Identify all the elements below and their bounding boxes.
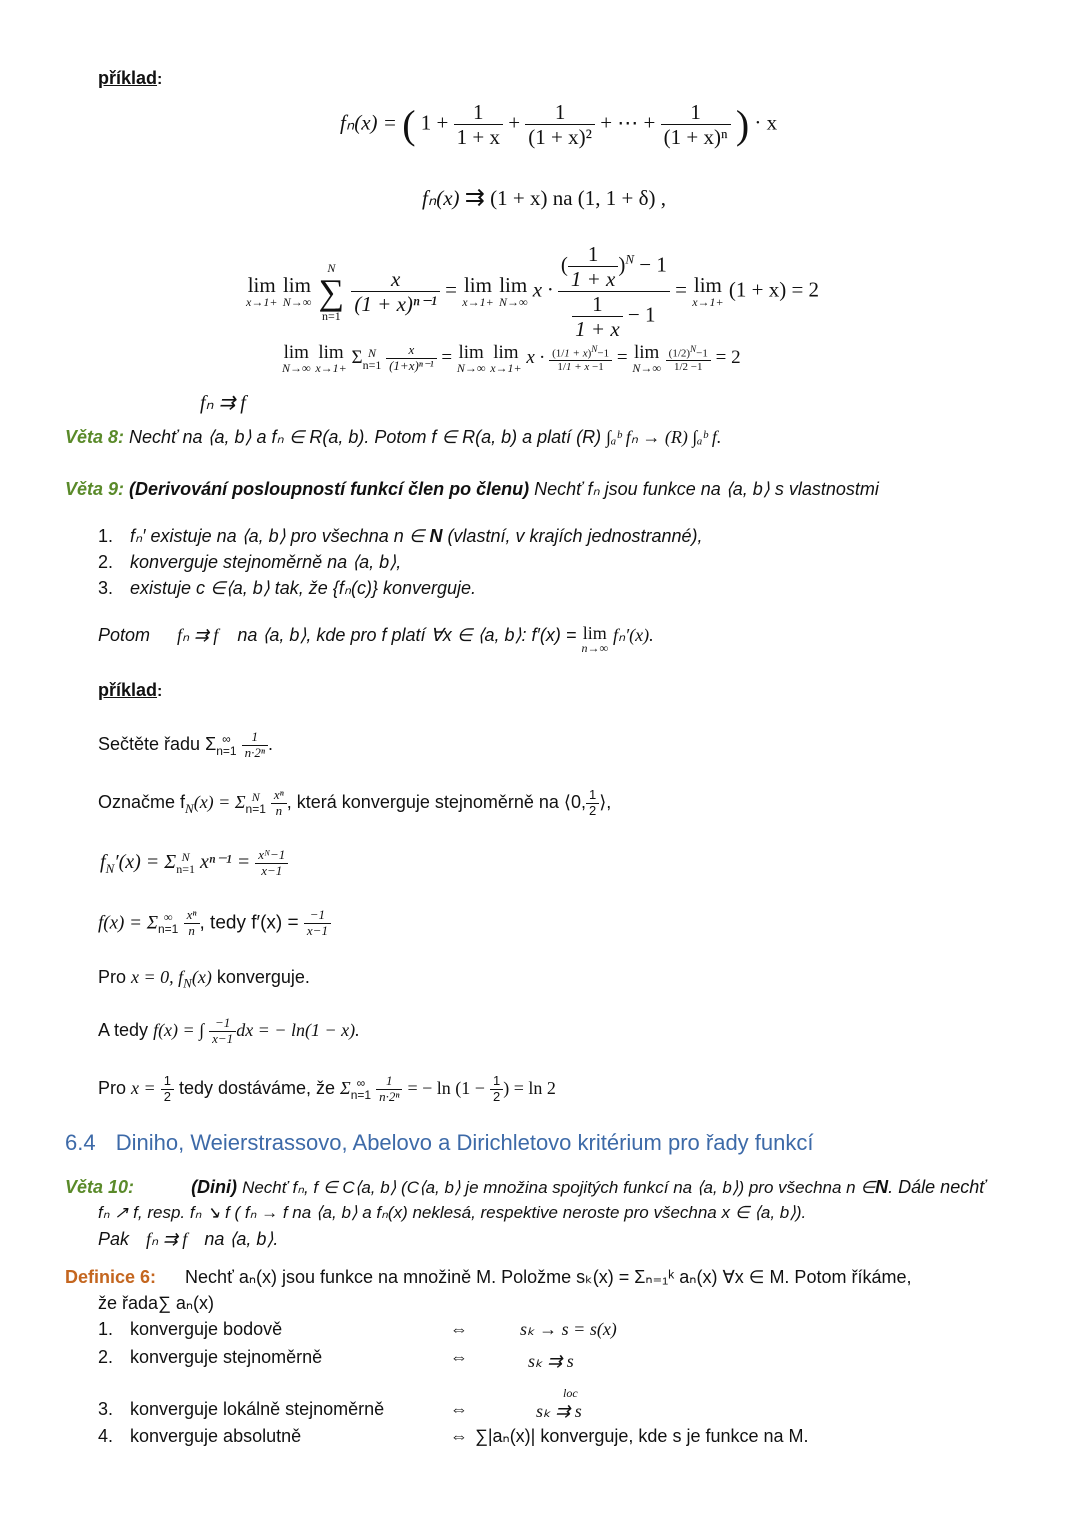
definition-6-item-2-iff: ⇔ (450, 1347, 468, 1367)
example-label-2: příklad (98, 680, 158, 700)
eq4-eq1: = (441, 346, 453, 368)
eq3-rhs: (1 + x) = 2 (728, 277, 820, 302)
eq3-lim2: lim N→∞ (282, 273, 312, 310)
theorem-9-text: Nechť fₙ jsou funkce na ⟨a, b⟩ s vlastnostmi (534, 479, 879, 499)
eq1-dots: + ⋯ + (600, 110, 656, 135)
eq3-lim4: lim N→∞ (498, 273, 528, 310)
integral-result: A tedy f(x) = ∫ $\frac{-1}{x-1}$ dx = − ln(1 − x). (98, 1015, 360, 1046)
theorem-10-line-2: fₙ ↗ f, resp. fₙ ↘ f ( fₙ → f na ⟨a, b⟩ a fₙ(x) neklesá, respektive neroste pro všechna x ∈ ⟨a, b⟩). (98, 1203, 807, 1222)
fn-uniform-f: fₙ ⇉ f (200, 392, 246, 414)
fN-derivative: $f_N'(x) = \Sigma$ N n=1 xⁿ⁻¹ = $\frac{\text{xᴺ−1}}{x-1}$ (100, 848, 288, 880)
eq3-eq1: = (445, 277, 457, 302)
example-colon: : (157, 71, 163, 88)
exercise-sum-series: Sečtěte řadu Σ ∞ n=1 $\frac{1}{\text{n·2ⁿ}}$ . (98, 729, 273, 760)
eq1-lhs: fₙ(x) = (340, 110, 397, 135)
eq1-frac1: $\frac{1}{1 + x}$ (454, 100, 503, 149)
eq3-sum: N ∑ n=1 (318, 260, 345, 323)
eq4-lim2: lim x→1+ (315, 342, 347, 375)
theorem-10-line-3: Pak fₙ ⇉ f na ⟨a, b⟩. (98, 1229, 279, 1249)
eq4-bigfrac1: $\frac{(1/1 + x)^N-1}{1/1 + x -1}$ (549, 344, 612, 374)
eq3-lim3: lim x→1+ (462, 273, 494, 310)
theorem-8 (65, 426, 721, 448)
equation-uniform-convergence (422, 183, 666, 212)
eq4-bigfrac2: $\frac{(1/2)^N-1}{1/2 -1}$ (666, 344, 711, 374)
theorem-9-item-2: 2. konverguje stejnoměrně na ⟨a, b⟩, (98, 552, 402, 572)
section-heading (65, 1130, 814, 1156)
eq1-plus: + (508, 110, 521, 135)
eq3-eq2: = (675, 277, 687, 302)
eq1-tail: · x (754, 110, 778, 135)
eq4-eq2: = (616, 346, 628, 368)
theorem-10-line-1: Věta 10: (Dini) Nechť fₙ, f ∈ C⟨a, b⟩ (C⟨a, b⟩ je množina spojitých funkcí na ⟨a, b⟩) pro všechna n ∈N. Dále nechť (65, 1177, 986, 1197)
example-heading (98, 68, 162, 89)
eq4-lim4: lim x→1+ (490, 342, 522, 375)
eq2-lhs: fₙ(x) (422, 186, 460, 210)
section-title: Diniho, Weierstrassovo, Abelovo a Dirichletovo kritérium pro řady funkcí (115, 1130, 814, 1155)
denote-fN: Označme $f_N(x) = \Sigma$ N n=1 $\frac{\text{xⁿ}}{n}$ , která konverguje stejnoměrně na ⟨0, $\frac{1}{2}$ ⟩, (98, 787, 612, 818)
section-number: 6.4 (65, 1130, 96, 1155)
definition-6-item-1-iff: ⇔ (450, 1319, 468, 1339)
definition-6-item-3-rhs: sₖ ⇉ s (536, 1401, 582, 1421)
eq3-lim1: lim x→1+ (246, 273, 278, 310)
for-x-half-result: Pro x = $\frac{1}{2}$ tedy dostáváme, že Σ ∞ n=1 $\frac{1}{\text{n·2ⁿ}}$ = − ln (1 − $\frac{1}{2}$ ) = ln 2 (98, 1073, 556, 1104)
definition-6-item-2-rhs: sₖ ⇉ s (528, 1351, 574, 1371)
eq1-frac3: $\frac{1}{\text{(1 + x)ⁿ}}$ (661, 100, 731, 149)
definition-6-item-2: 2. konverguje stejnoměrně (98, 1347, 323, 1367)
equation-fn-definition: fₙ(x) = ( 1 + $\frac{1}{1 + x}$ + $\frac{1}{\text{(1 + x)²}}$ + ⋯ + $\frac{1}{\text{(1 + x)ⁿ}}$ ) · x (340, 100, 778, 150)
theorem-9 (65, 478, 879, 500)
eq3-lim5: lim x→1+ (692, 273, 724, 310)
eq3-xdot: x · (532, 277, 553, 302)
definition-6-item-4-rhs: ∑|aₙ(x)| konverguje, kde s je funkce na M. (475, 1426, 809, 1446)
theorem-9-conclusion: Potom fₙ ⇉ f na ⟨a, b⟩, kde pro f platí ∀x ∈ ⟨a, b⟩: f′(x) = lim n→∞ fₙ′(x). (98, 623, 654, 655)
theorem-9-label: Věta 9: (65, 479, 125, 499)
eq4-lim5: lim N→∞ (632, 342, 661, 375)
theorem-10-label: Věta 10: (65, 1177, 135, 1197)
eq3-frac: $\frac{x}{\text{(1 + x)ⁿ⁻¹}}$ (351, 267, 439, 316)
eq4-frac: $\frac{x}{\text{(1+x)ⁿ⁻¹}}$ (386, 343, 437, 374)
example-heading-2: příklad: (98, 680, 163, 700)
theorem-8-integral: ∫ₐᵇ fₙ → (R) ∫ₐᵇ f. (606, 427, 722, 447)
eq2-rhs: (1 + x) na (1, 1 + δ) , (490, 186, 666, 210)
definition-6-item-3: 3. konverguje lokálně stejnoměrně (98, 1399, 385, 1419)
eq4-lim1: lim N→∞ (282, 342, 311, 375)
theorem-8-text: Nechť na ⟨a, b⟩ a fₙ ∈ R(a, b). Potom f ∈ R(a, b) a platí (R) (129, 427, 602, 447)
eq3-bigfrac: ( $\frac{1}{1 + x}$ )$^N$ − 1 $\frac{1}{1 + x}$ − 1 (558, 242, 670, 342)
eq1-frac2: $\frac{1}{\text{(1 + x)²}}$ (525, 100, 595, 149)
definition-6-item-1-rhs: sₖ → s = s(x) (520, 1319, 617, 1339)
definition-6-item-3-iff: ⇔ (450, 1399, 468, 1419)
definition-6-item-4: 4. konverguje absolutně (98, 1426, 302, 1446)
eq4-sum: Σ (351, 346, 363, 368)
definition-6-label: Definice 6: (65, 1267, 157, 1287)
eq4-result: = 2 (715, 346, 741, 368)
f-sum-definition: f(x) = Σ ∞ n=1 $\frac{\text{xⁿ}}{n}$ , tedy f′(x) = $\frac{-1}{x-1}$ (98, 908, 331, 939)
definition-6-item-3-over: loc (563, 1386, 578, 1400)
theorem-9-title: (Derivování posloupností funkcí člen po členu) (129, 479, 530, 499)
definition-6-line-2: že řada∑ aₙ(x) (98, 1293, 215, 1313)
uniform-arrow-icon: ⇉ (464, 185, 485, 211)
definition-6-line-1: Definice 6: Nechť aₙ(x) jsou funkce na množině M. Položme sₖ(x) = Σₙ₌₁ᵏ aₙ(x) ∀x ∈ M. Potom říkáme, (65, 1267, 912, 1287)
theorem-8-label: Věta 8: (65, 427, 125, 447)
equation-double-limit-1 (246, 242, 820, 342)
theorem-9-item-3: 3. existuje c ∈⟨a, b⟩ tak, že {fₙ(c)} konverguje. (98, 578, 477, 598)
eq4-xdot: x · (526, 346, 545, 368)
eq1-one: 1 + (420, 110, 449, 135)
theorem-9-item-1: 1. fₙ′ existuje na ⟨a, b⟩ pro všechna n ∈ N (vlastní, v krajích jednostranné), (98, 526, 703, 546)
definition-6-item-4-iff: ⇔ (450, 1426, 468, 1446)
equation-double-limit-2: lim N→∞ lim x→1+ Σ N n=1 $\frac{x}{\text{(1+x)ⁿ⁻¹}}$ = lim N→∞ lim x→1+ x · $\frac{(1/1 + x)^N-1}{1/1 + x -1}$ = lim N→∞ $\frac{(1/2)^N-1}{1/2 -1}$ = 2 (282, 342, 741, 375)
definition-6-item-1: 1. konverguje bodově (98, 1319, 283, 1339)
eq4-lim3: lim N→∞ (456, 342, 486, 375)
for-x-zero: Pro x = 0, $f_N(x)$ konverguje. (98, 967, 310, 991)
example-label: příklad (98, 68, 158, 88)
